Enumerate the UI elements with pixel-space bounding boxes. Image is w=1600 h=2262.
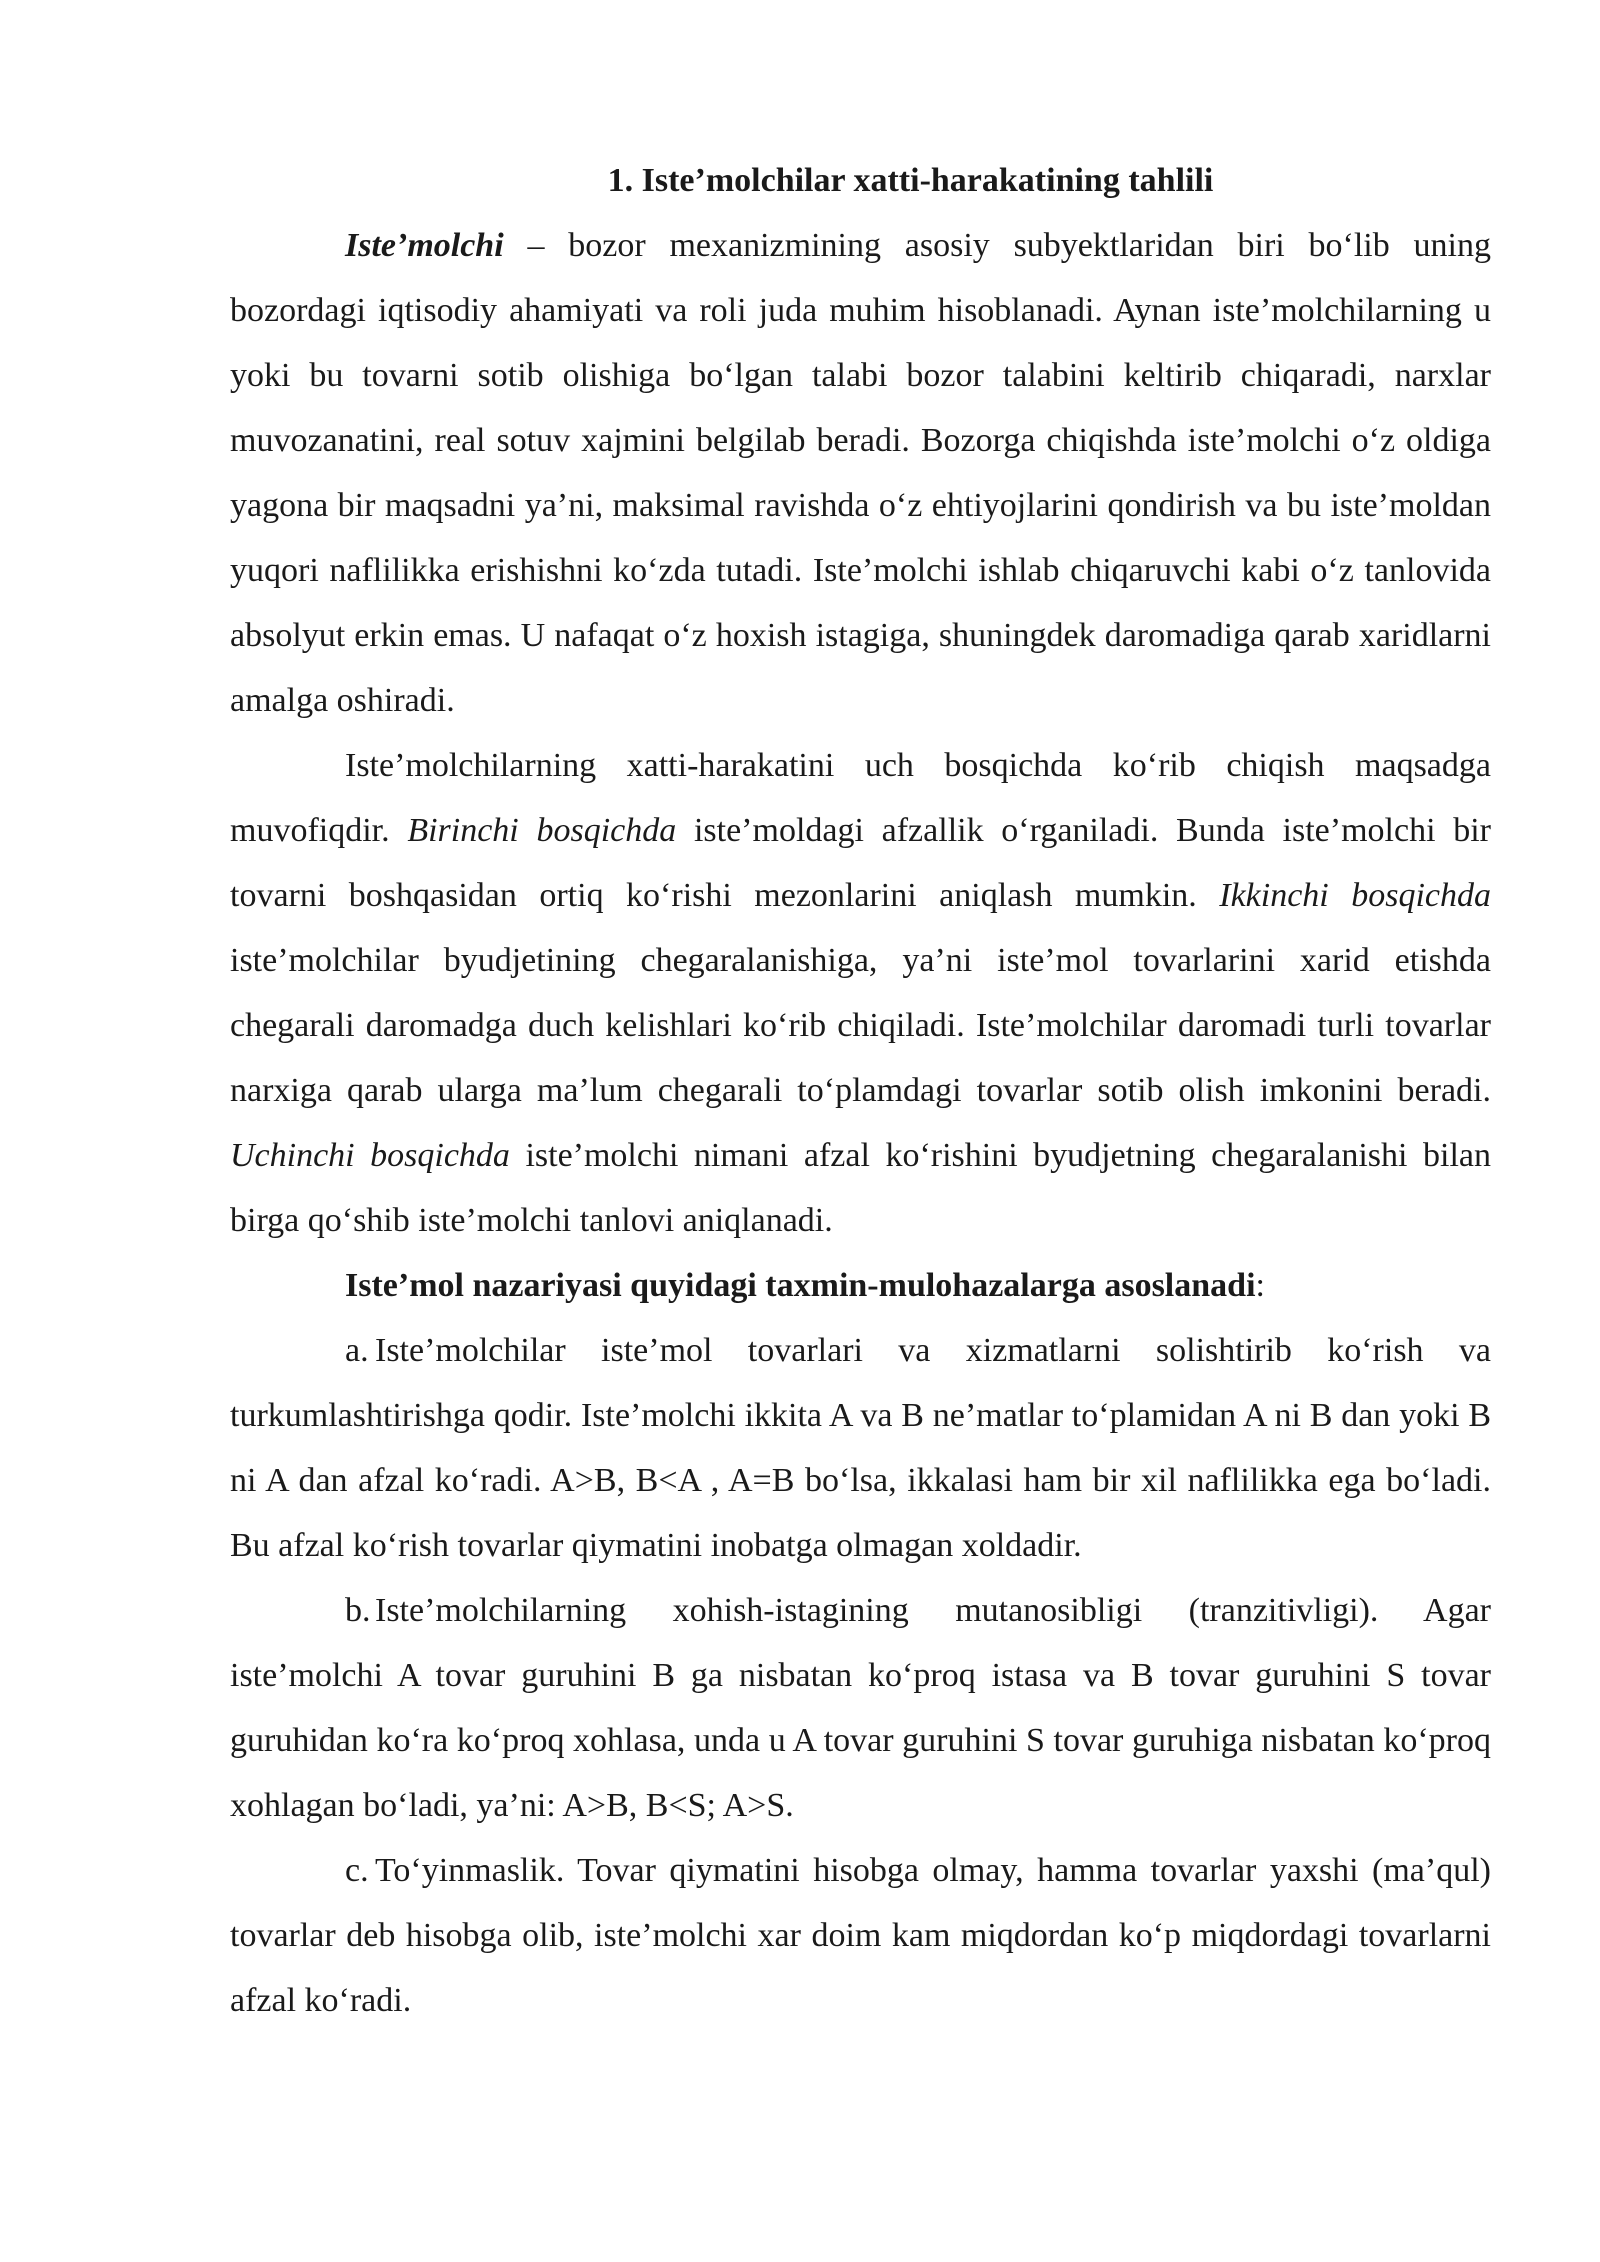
- term-consumer: Iste’molchi: [345, 227, 504, 264]
- list-item-text: To‘yinmaslik. Tovar qiymatini hisobga olmay, hamma tovarlar yaxshi (ma’qul) tovarlar deb hisobga olib, iste’molchi xar doim kam miqdordan ko‘p miqdordagi tovarlarni afzal ko‘radi.: [230, 1852, 1491, 2019]
- list-marker: c.: [345, 1852, 369, 1889]
- paragraph-text: iste’moldagi afzallik o‘rganiladi. Bunda iste’molchi bir tovarni boshqasidan ortiq ko‘rishi mezonlarini aniqlash mumkin.: [230, 812, 1491, 914]
- paragraph-text: iste’molchi nimani afzal ko‘rishini byudjetning chegaralanishi bilan birga qo‘shib iste’molchi tanlovi aniqlanadi.: [230, 1137, 1491, 1239]
- list-item-text: Iste’molchilarning xohish-istagining mutanosibligi (tranzitivligi). Agar iste’molchi A tovar guruhini B ga nisbatan ko‘proq istasa va B tovar guruhini S tovar guruhidan ko‘ra ko‘proq xohlasa, unda u A tovar guruhini S tovar guruhiga nisbatan ko‘proq xohlagan bo‘ladi, ya’ni: A>B, B<S; A>S.: [230, 1592, 1491, 1824]
- subheading-colon: :: [1255, 1267, 1265, 1304]
- list-item-b: [230, 1578, 1491, 1838]
- list-marker: b.: [345, 1592, 371, 1629]
- list-item-c: [230, 1838, 1491, 2033]
- section-heading: 1. Iste’molchilar xatti-harakatining tahlili: [607, 162, 1214, 199]
- list-item-text: Iste’molchilar iste’mol tovarlari va xizmatlarni solishtirib ko‘rish va turkumlashtirishga qodir. Iste’molchi ikkita A va B ne’matlar to‘plamidan A ni B dan yoki B ni A dan afzal ko‘radi. A>B, B<A , A=B bo‘lsa, ikkalasi ham bir xil naflilikka ega bo‘ladi. Bu afzal ko‘rish tovarlar qiymatini inobatga olmagan xoldadir.: [230, 1332, 1491, 1564]
- paragraph-text: – bozor mexanizmining asosiy subyektlaridan biri bo‘lib uning bozordagi iqtisodiy ahamiyati va roli juda muhim hisoblanadi. Aynan iste’molchilarning u yoki bu tovarni sotib olishiga bo‘lgan talabi bozor talabini keltirib chiqaradi, narxlar muvozanatini, real sotuv xajmini belgilab beradi. Bozorga chiqishda iste’molchi o‘z oldiga yagona bir maqsadni ya’ni, maksimal ravishda o‘z ehtiyojlarini qondirish va bu iste’moldan yuqori naflilikka erishishni ko‘zda tutadi. Iste’molchi ishlab chiqaruvchi kabi o‘z tanlovida absolyut erkin emas. U nafaqat o‘z hoxish istagiga, shuningdek daromadiga qarab xaridlarni amalga oshiradi.: [230, 227, 1491, 719]
- paragraph-consumer-definition: [230, 213, 1491, 733]
- stage-second: Ikkinchi bosqichda: [1219, 877, 1491, 914]
- subheading-text: Iste’mol nazariyasi quyidagi taxmin-mulohazalarga asoslanadi: [345, 1267, 1256, 1304]
- list-marker: a.: [345, 1332, 369, 1369]
- stage-third: Uchinchi bosqichda: [230, 1137, 510, 1174]
- paragraph-text: Iste’molchilarning xatti-harakatini uch bosqichda ko‘rib chiqish maqsadga muvofiqdir.: [230, 747, 1491, 849]
- subheading-theory: [230, 1253, 1491, 1318]
- document-body: [230, 148, 1491, 2033]
- stage-first: Birinchi bosqichda: [407, 812, 677, 849]
- paragraph-text: iste’molchilar byudjetining chegaralanishiga, ya’ni iste’mol tovarlarini xarid etishda chegarali daromadga duch kelishlari ko‘rib chiqiladi. Iste’molchilar daromadi turli tovarlar narxiga qarab ularga ma’lum chegarali to‘plamdagi tovarlar sotib olish imkonini beradi.: [230, 942, 1491, 1109]
- list-item-a: [230, 1318, 1491, 1578]
- paragraph-stages: [230, 733, 1491, 1253]
